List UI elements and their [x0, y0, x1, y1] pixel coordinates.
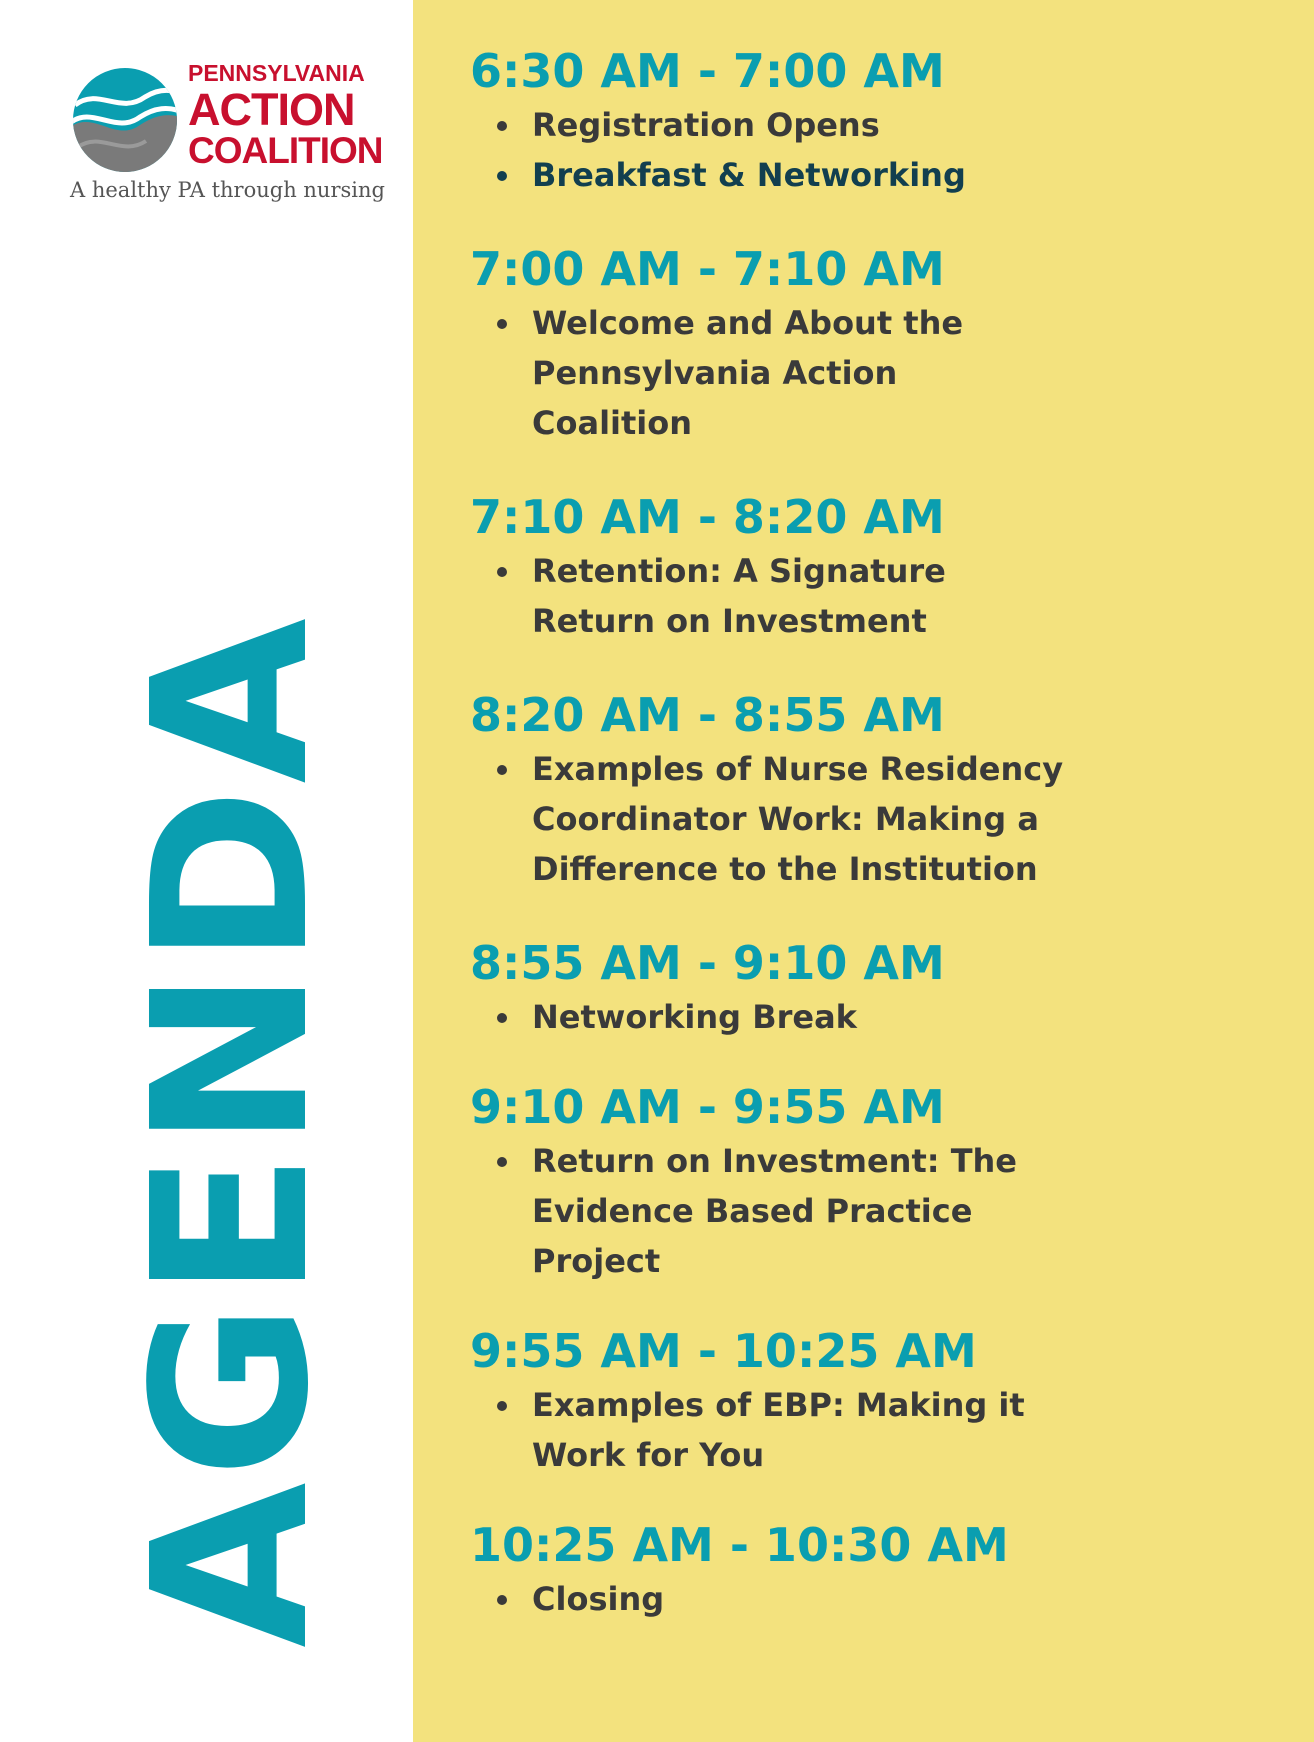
session-list [470, 744, 1170, 894]
session-text-line: Breakfast & Networking [532, 156, 966, 194]
session-list [470, 1136, 1170, 1286]
left-panel [0, 0, 412, 1742]
time-slot: 7:10 AM - 8:20 AM [470, 490, 945, 544]
session-text-line: Examples of EBP: Making it [532, 1386, 1025, 1424]
session-list [470, 992, 1170, 1042]
logo-emblem-icon [70, 65, 180, 175]
agenda-block [470, 240, 1170, 448]
session-item [470, 546, 1170, 646]
session-text-line: Welcome and About the [532, 304, 964, 342]
session-list [470, 1574, 1170, 1624]
agenda-block [470, 1322, 1170, 1480]
session-list [470, 546, 1170, 646]
page-title: AGENDA [107, 614, 356, 1648]
session-text-line: Examples of Nurse Residency [532, 750, 1064, 788]
session-text-line: Pennsylvania Action [532, 354, 898, 392]
session-item [470, 150, 1170, 200]
session-text-line: Registration Opens [532, 106, 880, 144]
logo-line-coalition: COALITION [188, 130, 383, 171]
session-list [470, 1380, 1170, 1480]
time-slot: 9:10 AM - 9:55 AM [470, 1080, 945, 1134]
session-item [470, 100, 1170, 150]
time-slot: 9:55 AM - 10:25 AM [470, 1324, 977, 1378]
session-text-line: Work for You [532, 1436, 765, 1474]
session-text-line: Coordinator Work: Making a [532, 800, 1039, 838]
session-item [470, 298, 1170, 448]
organization-logo [70, 60, 385, 210]
logo-line-pennsylvania: PENNSYLVANIA [188, 60, 365, 86]
agenda-block [470, 934, 1170, 1042]
session-text-line: Return on Investment: The [532, 1142, 1017, 1180]
time-slot: 7:00 AM - 7:10 AM [470, 242, 945, 296]
agenda-schedule [470, 42, 1170, 1624]
time-slot: 8:55 AM - 9:10 AM [470, 936, 945, 990]
logo-wordmark [188, 62, 428, 169]
time-slot: 8:20 AM - 8:55 AM [470, 688, 945, 742]
logo-line-action: ACTION [188, 84, 355, 135]
session-text-line: Networking Break [532, 998, 857, 1036]
agenda-block [470, 1516, 1170, 1624]
session-text-line: Retention: A Signature [532, 552, 946, 590]
time-slot: 6:30 AM - 7:00 AM [470, 44, 945, 98]
session-text-line: Closing [532, 1580, 665, 1618]
session-item [470, 1136, 1170, 1286]
session-list [470, 298, 1170, 448]
logo-tagline: A healthy PA through nursing [70, 178, 385, 202]
time-slot: 10:25 AM - 10:30 AM [470, 1518, 1009, 1572]
session-text-line: Return on Investment [532, 602, 927, 640]
session-item [470, 992, 1170, 1042]
session-list [470, 100, 1170, 200]
session-text-line: Coalition [532, 404, 693, 442]
agenda-block [470, 686, 1170, 894]
session-text-line: Difference to the Institution [532, 850, 1038, 888]
session-item [470, 744, 1170, 894]
session-item [470, 1574, 1170, 1624]
session-text-line: Project [532, 1242, 661, 1280]
agenda-block [470, 1078, 1170, 1286]
agenda-block [470, 42, 1170, 200]
session-item [470, 1380, 1170, 1480]
session-text-line: Evidence Based Practice [532, 1192, 973, 1230]
agenda-block [470, 488, 1170, 646]
